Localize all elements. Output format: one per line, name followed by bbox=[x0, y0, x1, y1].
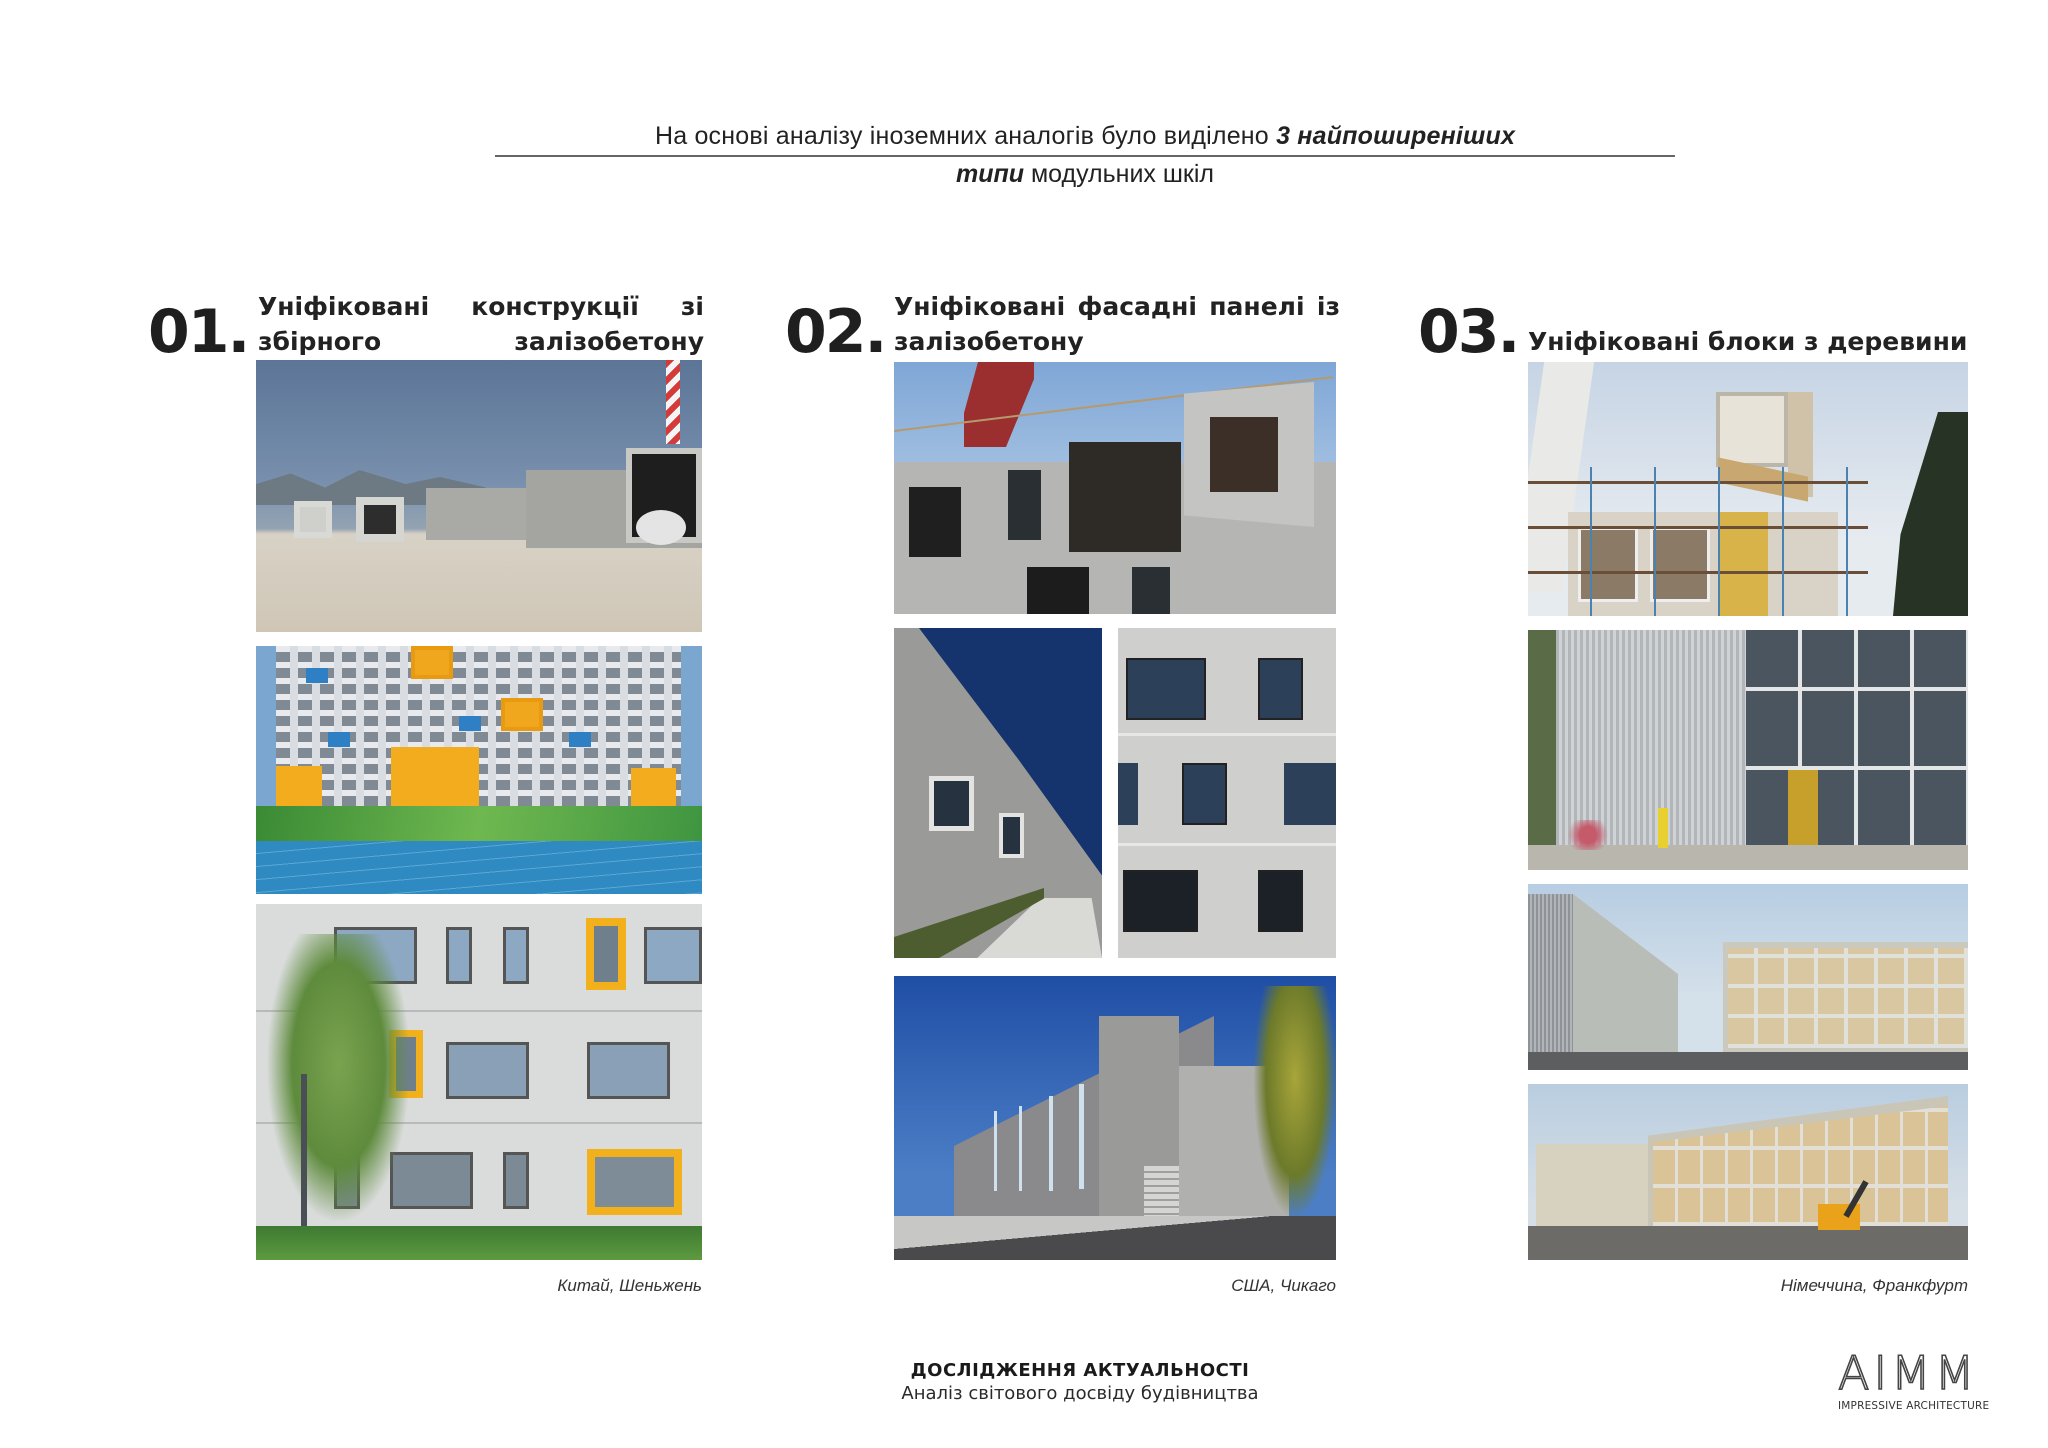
logo-tagline: IMPRESSIVE ARCHITECTURE bbox=[1838, 1400, 1990, 1412]
photo-modular-courtyard bbox=[1528, 884, 1968, 1070]
photo-white-facade-yellow-windows bbox=[256, 904, 702, 1260]
column-caption: Німеччина, Франкфурт bbox=[1780, 1276, 1968, 1295]
photo-metal-facade-entrance bbox=[1528, 630, 1968, 870]
intro-line-2 bbox=[495, 160, 1675, 189]
intro-line-2-emphasis: типи bbox=[955, 160, 1025, 188]
photo-concrete-wall-sidewalk bbox=[894, 628, 1102, 958]
column-number: 02. bbox=[785, 297, 886, 367]
aimm-logo bbox=[1838, 1346, 1998, 1412]
photo-angled-facade-panels bbox=[1118, 628, 1336, 958]
intro-line-2-text: модульних шкіл bbox=[1024, 160, 1215, 188]
photo-facade-panels-construction bbox=[894, 362, 1336, 614]
column-number: 03. bbox=[1418, 297, 1519, 367]
column-number: 01. bbox=[148, 297, 249, 367]
intro-heading bbox=[495, 122, 1675, 151]
photo-grey-concrete-building bbox=[894, 976, 1336, 1260]
column-title: Уніфіковані фасадні панелі із залізобетону bbox=[894, 292, 1340, 356]
column-caption: США, Чикаго bbox=[1231, 1276, 1336, 1295]
footer-title: ДОСЛІДЖЕННЯ АКТУАЛЬНОСТІ bbox=[910, 1360, 1250, 1381]
intro-divider bbox=[495, 155, 1675, 157]
logo-mark: AIMM bbox=[1838, 1346, 1979, 1400]
column-caption: Китай, Шеньжень bbox=[557, 1276, 702, 1295]
intro-line-1 bbox=[495, 122, 1675, 151]
column-title: Уніфіковані блоки з деревини bbox=[1528, 327, 1968, 356]
photo-precast-modules bbox=[256, 360, 702, 632]
photo-school-facade-children bbox=[256, 646, 702, 894]
photo-timber-module-lifting bbox=[1528, 362, 1968, 616]
footer-subtitle: Аналіз світового досвіду будівництва bbox=[901, 1383, 1259, 1404]
intro-line-1-text: На основі аналізу іноземних аналогів було виділено bbox=[654, 122, 1277, 150]
intro-line-1-emphasis: 3 найпоширеніших bbox=[1276, 122, 1516, 150]
photo-modular-school-excavator bbox=[1528, 1084, 1968, 1260]
column-title: Уніфіковані конструкції зі збірного залізобетону bbox=[258, 292, 704, 356]
